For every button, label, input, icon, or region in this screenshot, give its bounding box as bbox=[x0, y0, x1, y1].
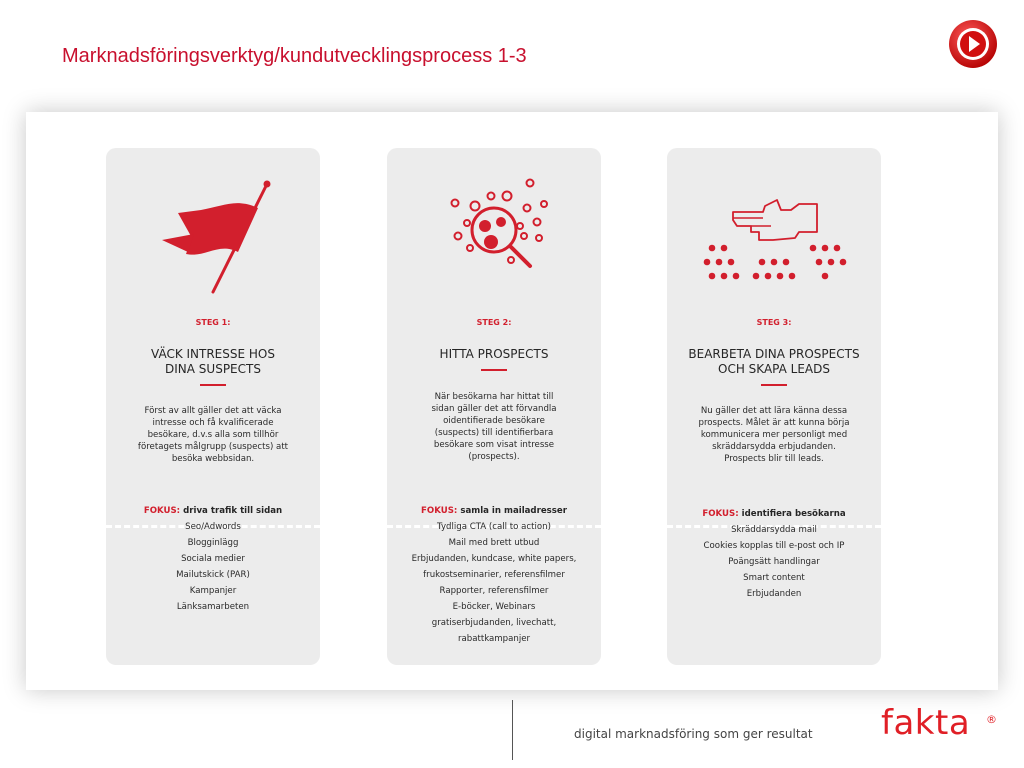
step-heading: BEARBETA DINA PROSPECTS OCH SKAPA LEADS bbox=[688, 347, 860, 376]
list-item: Skräddarsydda mail bbox=[731, 525, 817, 535]
step-card-3 bbox=[667, 148, 881, 665]
list-item: E-böcker, Webinars bbox=[452, 602, 536, 612]
list-item: Blogginlägg bbox=[187, 538, 239, 548]
magnifier-icon bbox=[387, 168, 601, 298]
focus-list bbox=[667, 506, 881, 602]
focus-title: FOKUS: identifiera besökarna bbox=[702, 509, 846, 519]
focus-list bbox=[106, 503, 320, 615]
step-label: STEG 3: bbox=[756, 318, 792, 327]
step-heading: HITTA PROSPECTS bbox=[439, 347, 549, 361]
pointing-hand-icon bbox=[667, 168, 881, 298]
brand-logo: fakta bbox=[881, 703, 971, 743]
process-panel bbox=[26, 112, 998, 690]
focus-title: FOKUS: samla in mailadresser bbox=[421, 506, 567, 516]
list-item: Länksamarbeten bbox=[176, 602, 250, 612]
list-item: Kampanjer bbox=[189, 586, 237, 596]
focus-title: FOKUS: driva trafik till sidan bbox=[143, 506, 283, 516]
step-card-2 bbox=[387, 148, 601, 665]
list-item: Erbjudanden, kundcase, white papers, bbox=[411, 554, 577, 564]
step-description: Först av allt gäller det att väcka intresse och få kvalificerade besökare, d.v.s alla som tillhör företagets målgrupp (suspects) att besöka webbsidan. bbox=[137, 406, 289, 464]
list-item: Mail med brett utbud bbox=[448, 538, 540, 548]
list-item: gratiserbjudanden, livechatt, bbox=[431, 618, 557, 628]
list-item: Sociala medier bbox=[181, 554, 245, 564]
play-icon[interactable] bbox=[947, 18, 999, 70]
list-item: Tydliga CTA (call to action) bbox=[437, 522, 551, 532]
registered-mark: ® bbox=[986, 713, 997, 726]
list-item: rabattkampanjer bbox=[457, 634, 531, 644]
step-card-1 bbox=[106, 148, 320, 665]
step-description: När besökarna har hittat till sidan gäller det att förvandla oidentifierade besökare (suspects) till identifierbara besökare som visat intresse (prospects). bbox=[431, 392, 557, 462]
focus-list bbox=[387, 503, 601, 647]
heading-underline bbox=[761, 384, 787, 386]
list-item: Smart content bbox=[743, 573, 805, 583]
flag-icon bbox=[106, 168, 320, 298]
list-item: Mailutskick (PAR) bbox=[176, 570, 250, 580]
list-item: Cookies kopplas till e-post och IP bbox=[703, 541, 845, 551]
heading-underline bbox=[200, 384, 226, 386]
list-item: frukostseminarier, referensfilmer bbox=[423, 570, 565, 580]
step-heading: VÄCK INTRESSE HOS DINA SUSPECTS bbox=[151, 347, 275, 376]
heading-underline bbox=[481, 369, 507, 371]
list-item: Poängsätt handlingar bbox=[728, 557, 820, 567]
step-label: STEG 1: bbox=[195, 318, 231, 327]
list-item: Erbjudanden bbox=[746, 589, 802, 599]
footer-divider bbox=[512, 700, 513, 760]
footer-tagline: digital marknadsföring som ger resultat bbox=[574, 727, 813, 741]
list-item: Rapporter, referensfilmer bbox=[439, 586, 549, 596]
list-item: Seo/Adwords bbox=[185, 522, 241, 532]
step-description: Nu gäller det att lära känna dessa prospects. Målet är att kunna börja kommunicera mer personligt med skräddarsydda erbjudanden. Prospects blir till leads. bbox=[698, 406, 850, 464]
step-label: STEG 2: bbox=[476, 318, 512, 327]
page-title: Marknadsföringsverktyg/kundutvecklingsprocess 1-3 bbox=[62, 45, 527, 67]
